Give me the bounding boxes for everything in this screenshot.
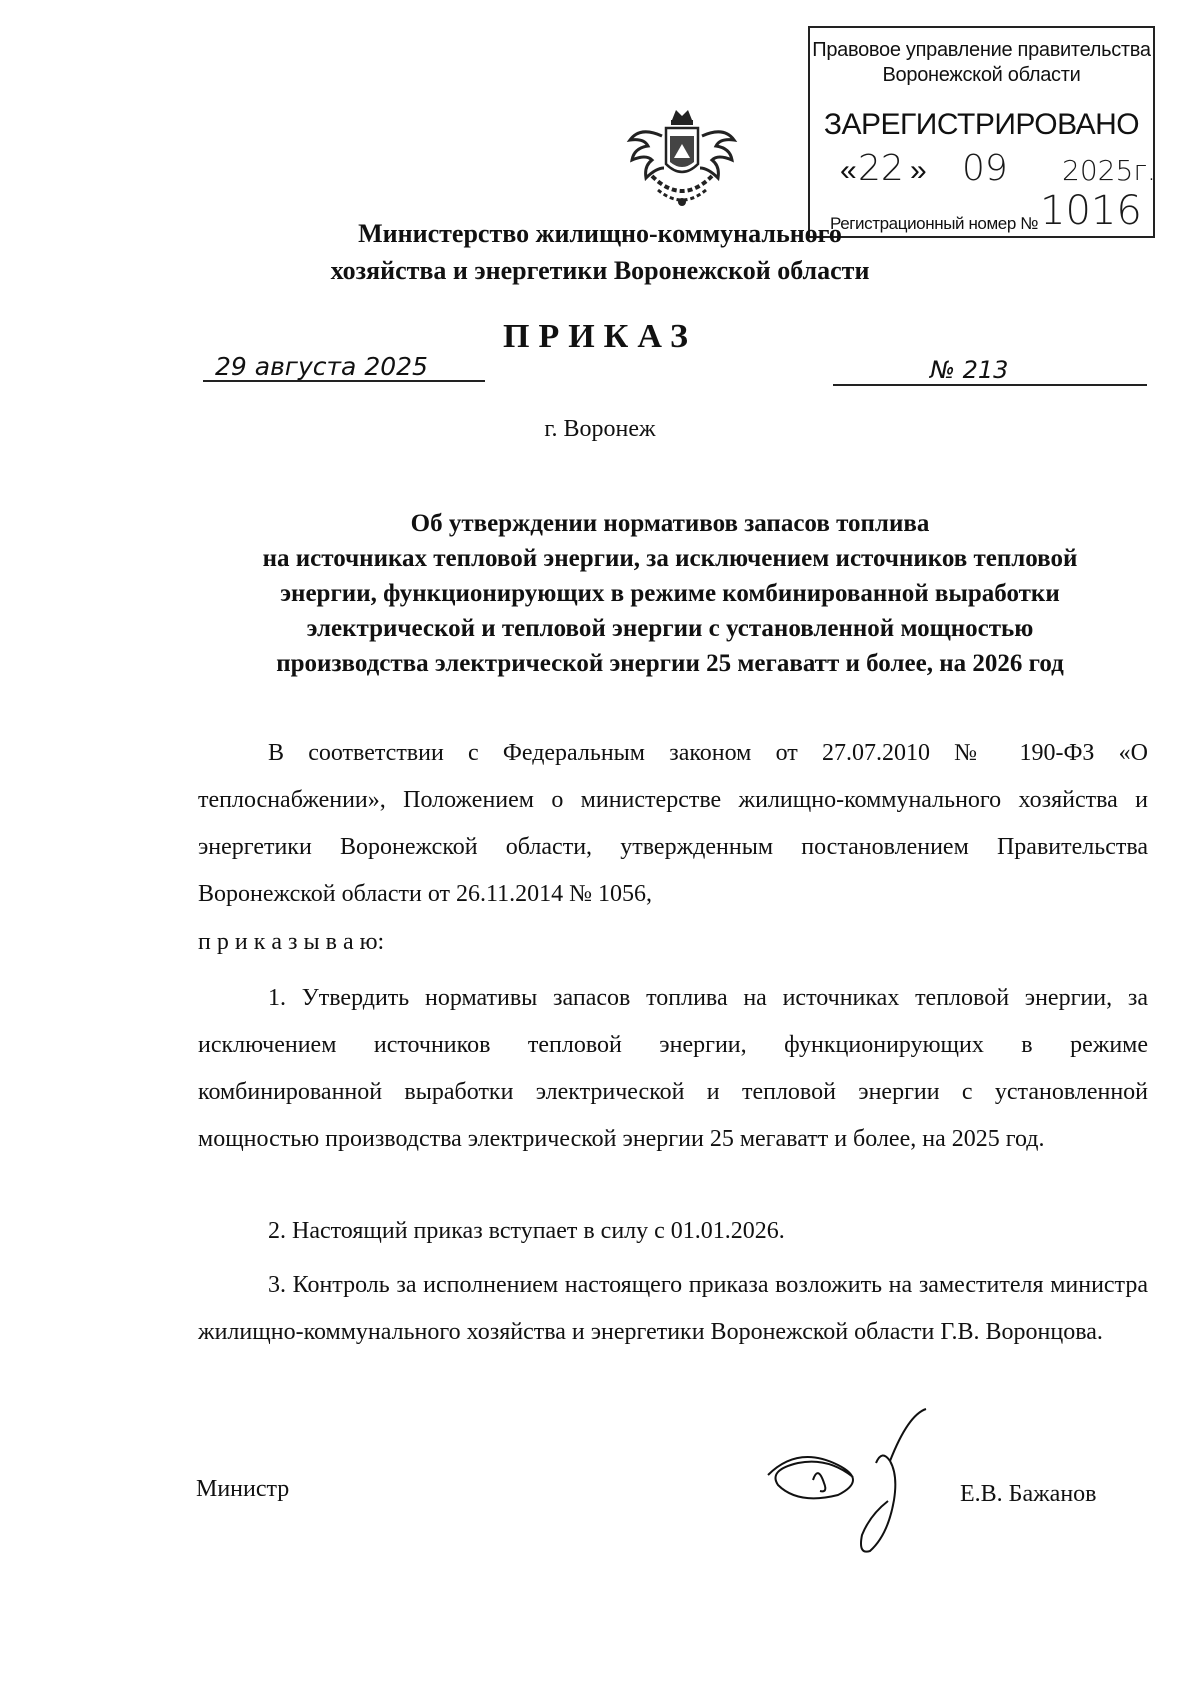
stamp-date-month: 09	[962, 148, 1008, 189]
signatory-position: Министр	[196, 1476, 290, 1502]
signatory-name: Е.В. Бажанов	[960, 1481, 1097, 1507]
document-title: ПРИКАЗ	[503, 318, 697, 355]
coat-of-arms-icon	[622, 106, 742, 216]
order-number-underline	[833, 384, 1147, 386]
preamble-text: В соответствии с Федеральным законом от 27.07.2010 № 190-ФЗ «О теплоснабжении», Положением о министерстве жилищно-коммунального хозяйства и энергетики Воронежской области, утвержденным постановлением Правительства Воронежской области от 26.11.2014 № 1056,	[198, 740, 1148, 907]
order-date-underline	[203, 380, 485, 382]
ministry-name-line1: Министерство жилищно-коммунального	[358, 219, 842, 248]
order-subject	[190, 506, 1150, 681]
registration-stamp	[808, 26, 1155, 238]
stamp-quote-open: «	[840, 154, 857, 187]
subject-line: Об утверждении нормативов запасов топлива	[410, 510, 930, 537]
stamp-department-line1: Правовое управление правительства	[812, 39, 1151, 61]
stamp-department	[810, 38, 1153, 88]
subject-line: производства электрической энергии 25 мегаватт и более, на 2026 год	[276, 650, 1064, 677]
stamp-department-line2: Воронежской области	[882, 64, 1081, 86]
stamp-reg-number-label: Регистрационный номер №	[830, 214, 1039, 233]
ministry-name-line2: хозяйства и энергетики Воронежской области	[330, 256, 870, 285]
stamp-registered-label: ЗАРЕГИСТРИРОВАНО	[823, 108, 1140, 141]
item-2: 2. Настоящий приказ вступает в силу с 01.01.2026.	[268, 1218, 785, 1244]
stamp-quote-close: »	[910, 154, 927, 187]
signature-icon	[758, 1405, 958, 1555]
subject-line: энергии, функционирующих в режиме комбинированной выработки	[280, 580, 1060, 607]
subject-line: электрической и тепловой энергии с установленной мощностью	[306, 615, 1034, 642]
order-number: № 213	[930, 356, 1009, 384]
item-3: 3. Контроль за исполнением настоящего приказа возложить на заместителя министра жилищно-коммунального хозяйства и энергетики Воронежской области Г.В. Воронцова.	[198, 1272, 1148, 1345]
stamp-date-year: 2025г.	[1062, 154, 1156, 187]
city: г. Воронеж	[544, 416, 656, 442]
item-1: 1. Утвердить нормативы запасов топлива на источниках тепловой энергии, за исключением источников тепловой энергии, функционирующих в режиме комбинированной выработки электрической и тепловой энергии с установленной мощностью производства электрической энергии 25 мегаватт и более, на 2025 год.	[198, 985, 1148, 1152]
order-date: 29 августа 2025	[215, 352, 428, 381]
stamp-date-day: 22	[858, 148, 904, 189]
preamble-paragraph	[198, 730, 1148, 918]
decree-word: п р и к а з ы в а ю:	[198, 929, 385, 955]
stamp-reg-number: 1016	[1040, 188, 1142, 234]
subject-line: на источниках тепловой энергии, за исключением источников тепловой	[262, 545, 1078, 572]
